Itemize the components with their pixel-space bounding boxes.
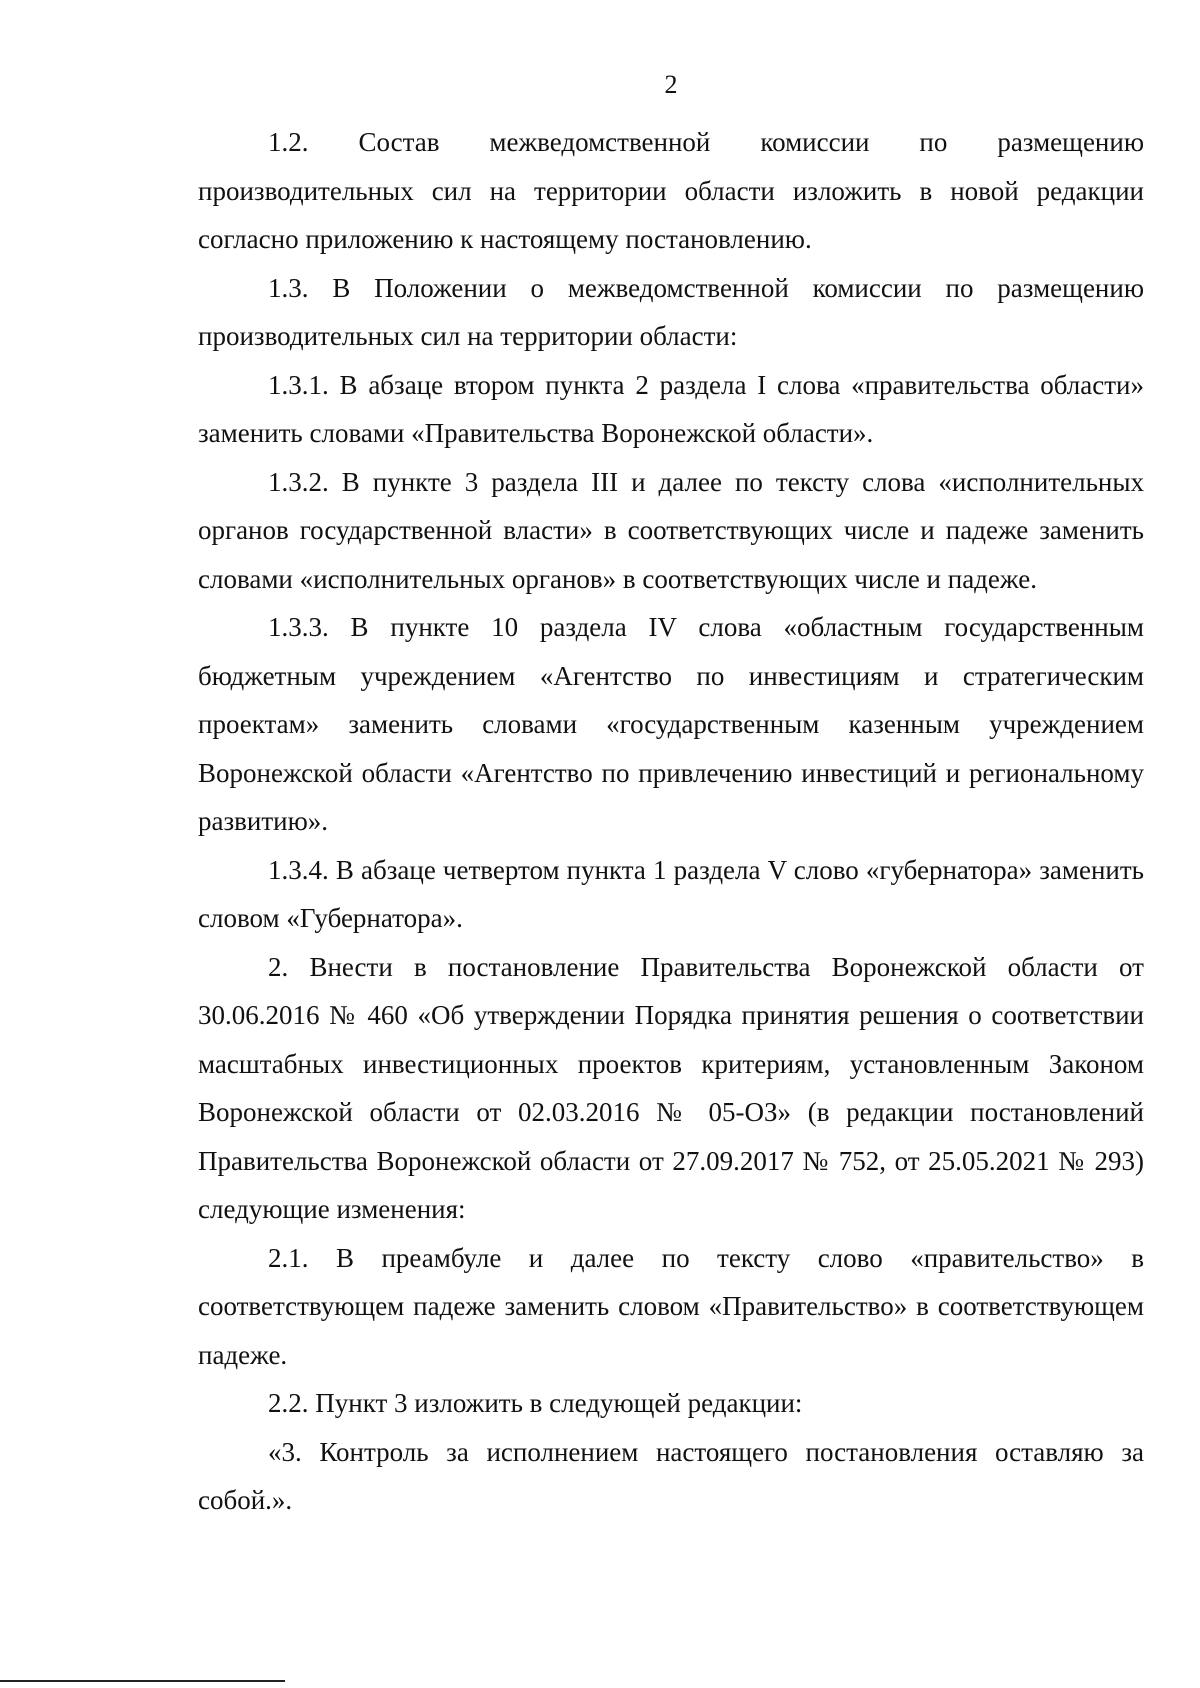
paragraph-1-3-1: 1.3.1. В абзаце втором пункта 2 раздела I слова «правительства области» заменить словами «Правительства Воронежской области». xyxy=(198,369,1144,448)
paragraph-2: 2. Внести в постановление Правительства Воронежской области от 30.06.2016 № 460 «Об утверждении Порядка принятия решения о соответствии масштабных инвестиционных проектов критериям, установленным Законом Воронежской области от 02.03.2016 № 05-ОЗ» (в редакции постановлений Правительства Воронежской области от 27.09.2017 № 752, от 25.05.2021 № 293) следующие изменения: xyxy=(198,951,1144,1224)
paragraph-1-2: 1.2. Состав межведомственной комиссии по размещению производительных сил на территории области изложить в новой редакции согласно приложению к настоящему постановлению. xyxy=(198,127,1144,254)
paragraph-1-3-4: 1.3.4. В абзаце четвертом пункта 1 раздела V слово «губернатора» заменить словом «Губернатора». xyxy=(198,854,1144,933)
bottom-divider xyxy=(0,1680,285,1682)
page-number: 2 xyxy=(664,70,678,99)
paragraph-1-3-2: 1.3.2. В пункте 3 раздела III и далее по тексту слова «исполнительных органов государственной власти» в соответствующих числе и падеже заменить словами «исполнительных органов» в соответствующих числе и падеже. xyxy=(198,466,1144,594)
paragraph-2-1: 2.1. В преамбуле и далее по тексту слово «правительство» в соответствующем падеже заменить словом «Правительство» в соответствующем падеже. xyxy=(198,1242,1144,1370)
paragraph-1-3: 1.3. В Положении о межведомственной комиссии по размещению производительных сил на территории области: xyxy=(198,272,1144,351)
paragraph-1-3-3: 1.3.3. В пункте 10 раздела IV слова «областным государственным бюджетным учреждением «Агентство по инвестициям и стратегическим проектам» заменить словами «государственным казенным учреждением Воронежской области «Агентство по привлечению инвестиций и региональному развитию». xyxy=(198,612,1144,836)
document-body xyxy=(198,118,1144,1525)
paragraph-2-2: 2.2. Пункт 3 изложить в следующей редакции: xyxy=(268,1388,803,1418)
paragraph-quote-3: «3. Контроль за исполнением настоящего постановления оставляю за собой.». xyxy=(198,1436,1144,1515)
